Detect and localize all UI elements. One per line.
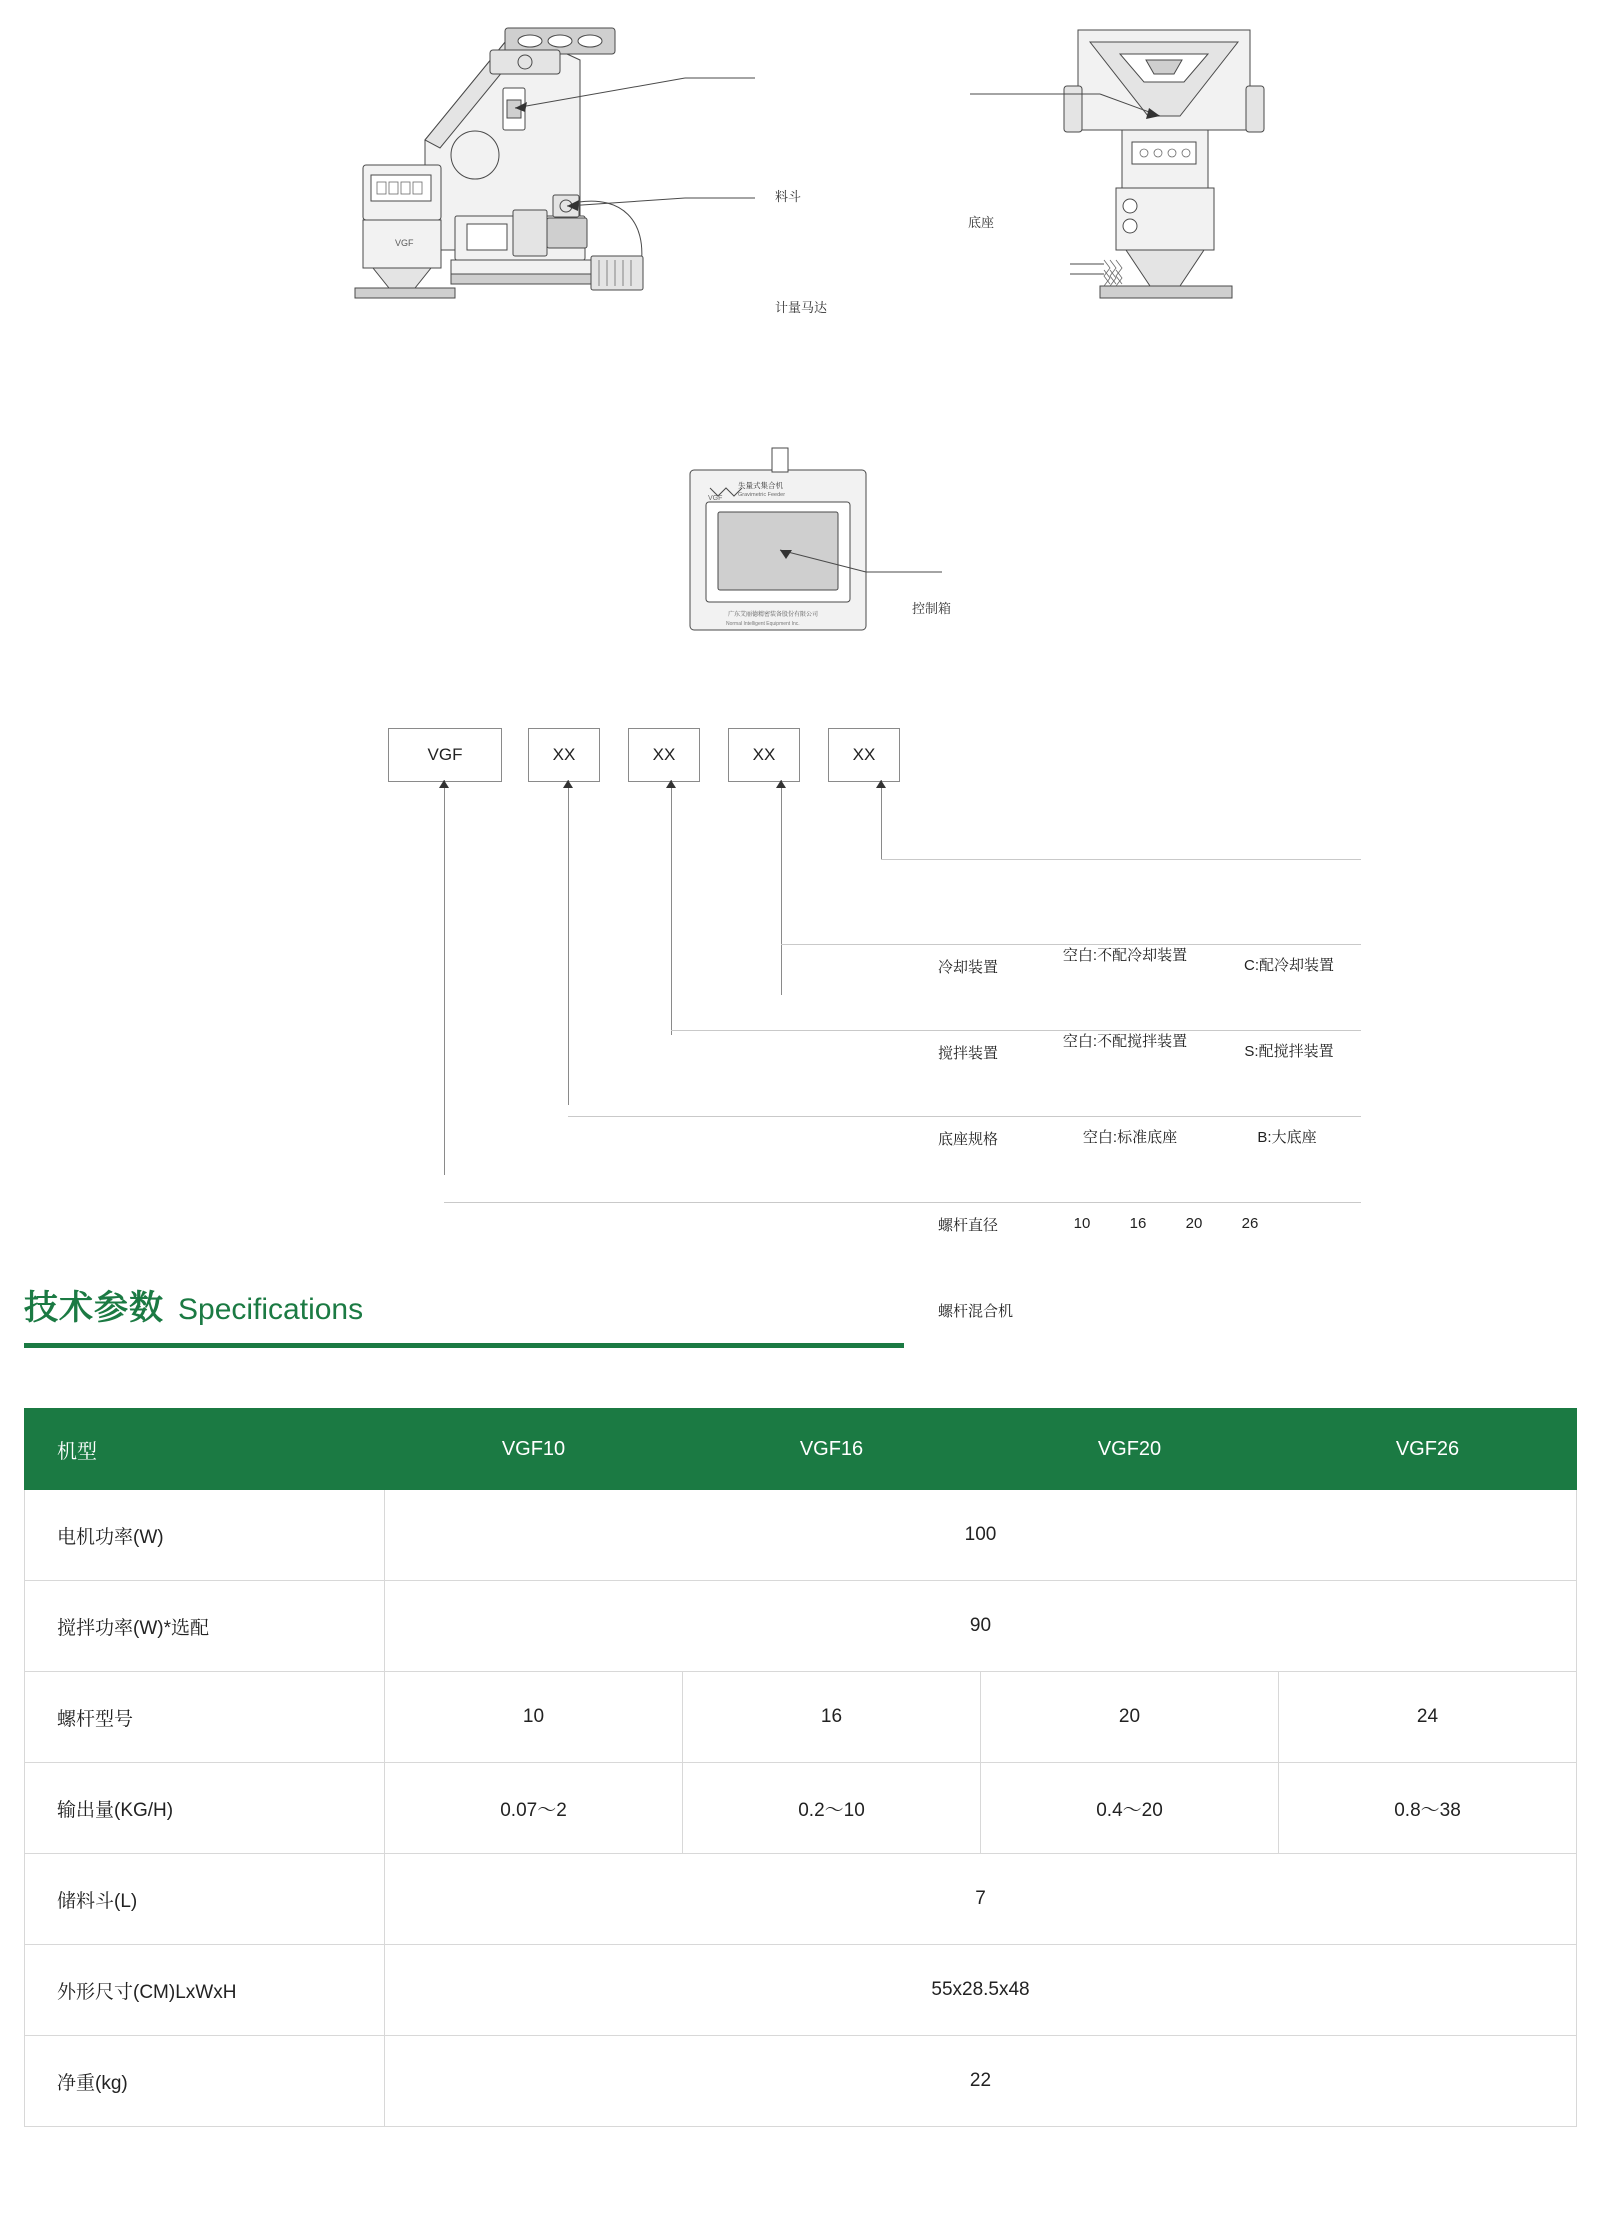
table-row: [25, 2036, 1577, 2127]
row-value-output-1: 0.07～2: [385, 1763, 683, 1854]
row-value-screw-model-3: 20: [981, 1672, 1279, 1763]
connector-main-horz: [444, 1202, 1361, 1203]
code-row-option-screw-16: 16: [1129, 1215, 1147, 1232]
spec-table: [24, 1408, 1577, 2127]
connector-screw-vert: [568, 780, 569, 1105]
row-value-output-3: 0.4～20: [981, 1763, 1279, 1854]
arrow-main: [439, 780, 449, 788]
code-box-base-spec: XX: [628, 728, 700, 782]
code-row-option-cooling-blank: 空白:不配冷却装置: [1062, 947, 1188, 964]
header-model: 机型: [25, 1409, 385, 1490]
code-box-cooling: XX: [828, 728, 900, 782]
row-value-screw-model-1: 10: [385, 1672, 683, 1763]
svg-text:Normal Intelligent Equipment: Normal Intelligent Equipment Inc.: [726, 621, 800, 627]
header-vgf10: VGF10: [385, 1409, 683, 1490]
code-row-label-screw: 螺杆直径: [938, 1217, 999, 1234]
code-row-label-cooling: 冷却装置: [938, 959, 999, 976]
table-row: [25, 1490, 1577, 1581]
section-title-cn: 技术参数: [24, 1289, 164, 1327]
code-row-option-mixer-blank: 空白:不配搅拌装置: [1062, 1033, 1188, 1050]
callout-label-metering-motor: 计量马达: [775, 300, 828, 315]
table-row: [25, 1672, 1577, 1763]
code-row-label-base: 底座规格: [938, 1131, 999, 1148]
connector-base-vert: [671, 780, 672, 1035]
table-header-row: [25, 1409, 1577, 1490]
code-row-option-screw-10: 10: [1073, 1215, 1091, 1232]
section-underline: [24, 1343, 904, 1348]
connector-screw-horz: [568, 1116, 1361, 1117]
row-value-dimensions: 55x28.5x48: [385, 1945, 1577, 2036]
arrow-mixer: [776, 780, 786, 788]
callout-label-base: 底座: [968, 215, 995, 230]
code-box-mixer: XX: [728, 728, 800, 782]
header-vgf16: VGF16: [683, 1409, 981, 1490]
code-row-option-screw-20: 20: [1185, 1215, 1203, 1232]
code-box-screw-diameter: XX: [528, 728, 600, 782]
svg-text:广东艾丽德精密装备股份有限公司: 广东艾丽德精密装备股份有限公司: [728, 612, 819, 618]
arrow-base: [666, 780, 676, 788]
row-label-dimensions: 外形尺寸(CM)LxWxH: [25, 1945, 385, 2036]
section-heading: [24, 1270, 1600, 1329]
code-row-option-screw-26: 26: [1241, 1215, 1259, 1232]
arrow-cooling: [876, 780, 886, 788]
table-row: [25, 1945, 1577, 2036]
row-label-motor-power: 电机功率(W): [25, 1490, 385, 1581]
svg-text:失量式集合机: 失量式集合机: [738, 481, 783, 490]
arrow-screw: [563, 780, 573, 788]
table-row: [25, 1854, 1577, 1945]
row-value-motor-power: 100: [385, 1490, 1577, 1581]
row-label-screw-model: 螺杆型号: [25, 1672, 385, 1763]
row-value-hopper: 7: [385, 1854, 1577, 1945]
row-label-mixing-power: 搅拌功率(W)*选配: [25, 1581, 385, 1672]
connector-mixer-horz: [781, 944, 1361, 945]
spec-table-wrap: [24, 1408, 1576, 2127]
connector-main-vert: [444, 780, 445, 1175]
code-box-vgf: VGF: [388, 728, 502, 782]
table-row: [25, 1581, 1577, 1672]
callout-label-control-box: 控制箱: [912, 601, 952, 616]
code-row-label-main: 螺杆混合机: [938, 1303, 1014, 1320]
row-value-screw-model-4: 24: [1279, 1672, 1577, 1763]
code-row-option-base-b: B:大底座: [1257, 1129, 1317, 1146]
connector-base-horz: [671, 1030, 1361, 1031]
svg-text:VGF: VGF: [708, 495, 723, 502]
row-value-output-2: 0.2～10: [683, 1763, 981, 1854]
connector-cooling-vert: [881, 780, 882, 860]
header-vgf26: VGF26: [1279, 1409, 1577, 1490]
connector-cooling-horz: [881, 859, 1361, 860]
machine-side-view-drawing: [355, 20, 815, 300]
spec-table-body: [25, 1490, 1577, 2127]
table-row: [25, 1763, 1577, 1854]
spec-table-head: [25, 1409, 1577, 1490]
svg-text:Gravimetric Feeder: Gravimetric Feeder: [738, 492, 786, 498]
code-row-option-mixer-s: S:配搅拌装置: [1244, 1043, 1334, 1060]
code-row-label-mixer: 搅拌装置: [938, 1045, 999, 1062]
row-label-hopper: 储料斗(L): [25, 1854, 385, 1945]
machine-front-view-drawing: [1060, 20, 1290, 310]
svg-text:VGF: VGF: [395, 238, 414, 248]
illustration-group: [0, 0, 1600, 710]
row-value-net-weight: 22: [385, 2036, 1577, 2127]
code-row-option-base-blank: 空白:标准底座: [1082, 1129, 1178, 1146]
section-title-en: Specifications: [178, 1293, 364, 1326]
header-vgf20: VGF20: [981, 1409, 1279, 1490]
row-value-output-4: 0.8～38: [1279, 1763, 1577, 1854]
code-row-option-cooling-c: C:配冷却装置: [1243, 957, 1334, 974]
connector-mixer-vert: [781, 780, 782, 995]
row-value-screw-model-2: 16: [683, 1672, 981, 1763]
callout-label-hopper: 料斗: [775, 189, 802, 204]
row-label-output: 输出量(KG/H): [25, 1763, 385, 1854]
control-box-drawing: [680, 440, 890, 650]
row-label-net-weight: 净重(kg): [25, 2036, 385, 2127]
row-value-mixing-power: 90: [385, 1581, 1577, 1672]
